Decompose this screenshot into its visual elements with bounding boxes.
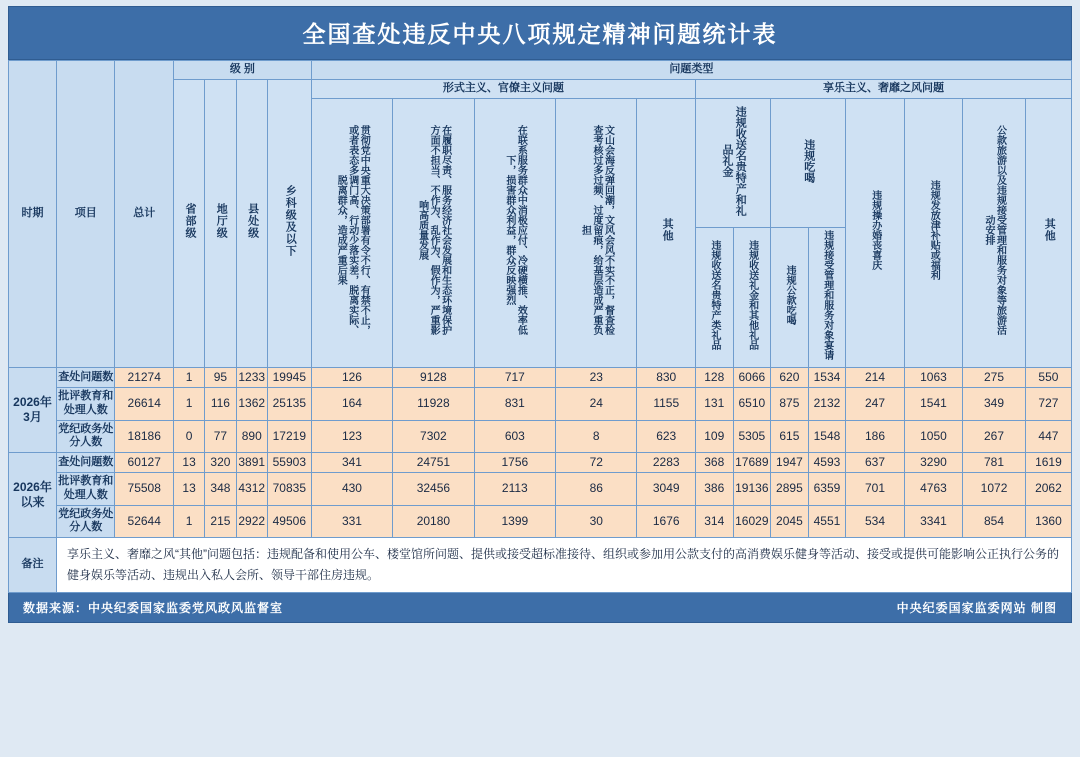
cell-hedonism-0: 314 <box>695 505 733 538</box>
cell-level-1: 348 <box>205 473 236 506</box>
header-gift-sub-0: 违规收送名贵特产类礼品 <box>695 228 733 368</box>
header-hedonism-col-0: 违规收送名贵特产和礼品礼金 <box>695 98 770 228</box>
cell-hedonism-5: 1541 <box>904 388 962 421</box>
note-text: 享乐主义、奢靡之风“其他”问题包括：违规配备和使用公车、楼堂馆所问题、提供或接受超标准接待、组织或参加用公款支付的高消费娱乐健身等活动、接受或提供可能影响公正执行公务的健身娱乐等活动、违规出入私人会所、领导干部住房违规。 <box>57 538 1072 593</box>
cell-hedonism-1: 6066 <box>733 368 771 388</box>
header-hedonism-col-2: 违规操办婚丧喜庆 <box>846 98 904 368</box>
header-hedonism-group: 享乐主义、奢靡之风问题 <box>695 79 1071 98</box>
cell-hedonism-5: 1050 <box>904 420 962 453</box>
cell-level-1: 215 <box>205 505 236 538</box>
cell-level-0: 13 <box>173 473 204 506</box>
header-gift-sub-1: 违规收送礼金和其他礼品 <box>733 228 771 368</box>
cell-formalism-2: 1756 <box>474 453 555 473</box>
cell-level-0: 1 <box>173 505 204 538</box>
cell-level-1: 320 <box>205 453 236 473</box>
header-formalism-col-3: 文山会海反弹回潮，文风会风不实不正，督查检查考核过多过频、过度留痕，给基层造成严重负担 <box>556 98 637 368</box>
cell-hedonism-1: 19136 <box>733 473 771 506</box>
cell-level-2: 890 <box>236 420 267 453</box>
row-label: 查处问题数 <box>57 453 115 473</box>
cell-formalism-1: 32456 <box>393 473 474 506</box>
cell-formalism-1: 7302 <box>393 420 474 453</box>
cell-formalism-3: 72 <box>556 453 637 473</box>
cell-level-2: 1362 <box>236 388 267 421</box>
header-hedonism-col-3: 违规发放津补贴或福利 <box>904 98 962 368</box>
cell-hedonism-4: 637 <box>846 453 904 473</box>
cell-formalism-1: 9128 <box>393 368 474 388</box>
cell-hedonism-7: 550 <box>1025 368 1071 388</box>
table-row <box>9 388 1072 421</box>
credit: 中央纪委国家监委网站 制图 <box>896 601 1057 615</box>
cell-hedonism-6: 275 <box>963 368 1026 388</box>
page-title: 全国查处违反中央八项规定精神问题统计表 <box>8 6 1072 60</box>
cell-formalism-1: 24751 <box>393 453 474 473</box>
cell-hedonism-1: 5305 <box>733 420 771 453</box>
cell-hedonism-7: 2062 <box>1025 473 1071 506</box>
header-item: 项目 <box>57 61 115 368</box>
cell-hedonism-7: 727 <box>1025 388 1071 421</box>
cell-hedonism-6: 854 <box>963 505 1026 538</box>
cell-level-2: 4312 <box>236 473 267 506</box>
cell-hedonism-6: 349 <box>963 388 1026 421</box>
header-level-group: 级 别 <box>173 61 311 80</box>
cell-total: 18186 <box>115 420 173 453</box>
cell-total: 21274 <box>115 368 173 388</box>
header-level-1: 地厅级 <box>205 79 236 367</box>
cell-hedonism-5: 3290 <box>904 453 962 473</box>
cell-formalism-3: 23 <box>556 368 637 388</box>
cell-hedonism-1: 16029 <box>733 505 771 538</box>
cell-formalism-3: 30 <box>556 505 637 538</box>
row-label: 查处问题数 <box>57 368 115 388</box>
cell-formalism-1: 11928 <box>393 388 474 421</box>
header-level-0: 省部级 <box>173 79 204 367</box>
cell-total: 52644 <box>115 505 173 538</box>
header-level-3: 乡科级及以下 <box>267 79 311 367</box>
header-problem-type-group: 问题类型 <box>311 61 1071 80</box>
cell-formalism-4: 2283 <box>637 453 695 473</box>
cell-hedonism-5: 1063 <box>904 368 962 388</box>
cell-total: 26614 <box>115 388 173 421</box>
cell-hedonism-0: 109 <box>695 420 733 453</box>
cell-hedonism-2: 615 <box>771 420 809 453</box>
cell-formalism-0: 331 <box>311 505 392 538</box>
cell-hedonism-3: 4551 <box>808 505 846 538</box>
cell-level-2: 1233 <box>236 368 267 388</box>
cell-level-0: 1 <box>173 368 204 388</box>
header-level-2: 县处级 <box>236 79 267 367</box>
cell-formalism-4: 1155 <box>637 388 695 421</box>
table-row <box>9 368 1072 388</box>
header-formalism-col-4: 其他 <box>637 98 695 368</box>
cell-level-3: 70835 <box>267 473 311 506</box>
cell-formalism-3: 86 <box>556 473 637 506</box>
cell-level-1: 116 <box>205 388 236 421</box>
note-label: 备注 <box>9 538 57 593</box>
cell-hedonism-0: 386 <box>695 473 733 506</box>
cell-level-3: 25135 <box>267 388 311 421</box>
header-formalism-group: 形式主义、官僚主义问题 <box>311 79 695 98</box>
cell-hedonism-6: 267 <box>963 420 1026 453</box>
cell-hedonism-6: 1072 <box>963 473 1026 506</box>
cell-hedonism-3: 1548 <box>808 420 846 453</box>
cell-formalism-4: 1676 <box>637 505 695 538</box>
cell-hedonism-7: 447 <box>1025 420 1071 453</box>
cell-formalism-2: 603 <box>474 420 555 453</box>
cell-formalism-2: 831 <box>474 388 555 421</box>
cell-formalism-4: 3049 <box>637 473 695 506</box>
cell-hedonism-2: 1947 <box>771 453 809 473</box>
cell-level-3: 55903 <box>267 453 311 473</box>
cell-formalism-0: 164 <box>311 388 392 421</box>
cell-hedonism-3: 2132 <box>808 388 846 421</box>
cell-hedonism-3: 4593 <box>808 453 846 473</box>
table-row <box>9 453 1072 473</box>
table-row <box>9 473 1072 506</box>
cell-hedonism-0: 368 <box>695 453 733 473</box>
cell-hedonism-5: 4763 <box>904 473 962 506</box>
cell-formalism-2: 717 <box>474 368 555 388</box>
row-label: 批评教育和处理人数 <box>57 388 115 421</box>
table-row <box>9 420 1072 453</box>
header-formalism-col-2: 在联系服务群众中消极应付、冷硬横推、效率低下，损害群众利益，群众反映强烈 <box>474 98 555 368</box>
cell-hedonism-4: 534 <box>846 505 904 538</box>
cell-hedonism-7: 1360 <box>1025 505 1071 538</box>
cell-hedonism-4: 247 <box>846 388 904 421</box>
header-formalism-col-1: 在履职尽责、服务经济社会发展和生态环境保护方面不担当、不作为、乱作为、假作为，严重影响高质量发展 <box>393 98 474 368</box>
cell-hedonism-0: 131 <box>695 388 733 421</box>
header-drink-sub-1: 违规接受管理和服务对象宴请 <box>808 228 846 368</box>
cell-hedonism-7: 1619 <box>1025 453 1071 473</box>
cell-hedonism-2: 2045 <box>771 505 809 538</box>
cell-level-0: 13 <box>173 453 204 473</box>
header-hedonism-col-5: 其他 <box>1025 98 1071 368</box>
period-label-1: 2026年3月 <box>9 368 57 453</box>
cell-hedonism-2: 875 <box>771 388 809 421</box>
period-label-2: 2026年以来 <box>9 453 57 538</box>
statistics-table <box>8 60 1072 593</box>
header-formalism-col-0: 贯彻党中央重大决策部署有令不行、有禁不止，或者表态多调门高、行动少落实差，脱离实际、脱离群众，造成严重后果 <box>311 98 392 368</box>
cell-level-3: 17219 <box>267 420 311 453</box>
header-drink-sub-0: 违规公款吃喝 <box>771 228 809 368</box>
footer <box>8 593 1072 623</box>
cell-hedonism-3: 1534 <box>808 368 846 388</box>
cell-formalism-2: 2113 <box>474 473 555 506</box>
cell-level-2: 3891 <box>236 453 267 473</box>
cell-hedonism-2: 620 <box>771 368 809 388</box>
row-label: 党纪政务处分人数 <box>57 420 115 453</box>
cell-level-0: 0 <box>173 420 204 453</box>
cell-hedonism-1: 6510 <box>733 388 771 421</box>
table-row <box>9 505 1072 538</box>
cell-formalism-4: 623 <box>637 420 695 453</box>
cell-hedonism-6: 781 <box>963 453 1026 473</box>
cell-level-3: 19945 <box>267 368 311 388</box>
cell-hedonism-2: 2895 <box>771 473 809 506</box>
cell-total: 60127 <box>115 453 173 473</box>
header-hedonism-col-1: 违规吃喝 <box>771 98 846 228</box>
cell-formalism-0: 430 <box>311 473 392 506</box>
note-row <box>9 538 1072 593</box>
cell-level-1: 95 <box>205 368 236 388</box>
cell-formalism-3: 8 <box>556 420 637 453</box>
data-source: 数据来源：中央纪委国家监委党风政风监督室 <box>23 601 284 615</box>
cell-level-1: 77 <box>205 420 236 453</box>
cell-formalism-3: 24 <box>556 388 637 421</box>
cell-hedonism-0: 128 <box>695 368 733 388</box>
cell-formalism-4: 830 <box>637 368 695 388</box>
cell-hedonism-4: 214 <box>846 368 904 388</box>
row-label: 批评教育和处理人数 <box>57 473 115 506</box>
cell-formalism-0: 341 <box>311 453 392 473</box>
cell-formalism-1: 20180 <box>393 505 474 538</box>
cell-formalism-0: 123 <box>311 420 392 453</box>
cell-hedonism-5: 3341 <box>904 505 962 538</box>
header-period: 时期 <box>9 61 57 368</box>
header-total: 总计 <box>115 61 173 368</box>
cell-hedonism-1: 17689 <box>733 453 771 473</box>
cell-formalism-0: 126 <box>311 368 392 388</box>
header-hedonism-col-4: 公款旅游以及违规接受管理和服务对象等旅游活动安排 <box>963 98 1026 368</box>
cell-hedonism-4: 186 <box>846 420 904 453</box>
cell-hedonism-3: 6359 <box>808 473 846 506</box>
cell-level-3: 49506 <box>267 505 311 538</box>
cell-hedonism-4: 701 <box>846 473 904 506</box>
cell-level-0: 1 <box>173 388 204 421</box>
cell-total: 75508 <box>115 473 173 506</box>
row-label: 党纪政务处分人数 <box>57 505 115 538</box>
cell-level-2: 2922 <box>236 505 267 538</box>
cell-formalism-2: 1399 <box>474 505 555 538</box>
